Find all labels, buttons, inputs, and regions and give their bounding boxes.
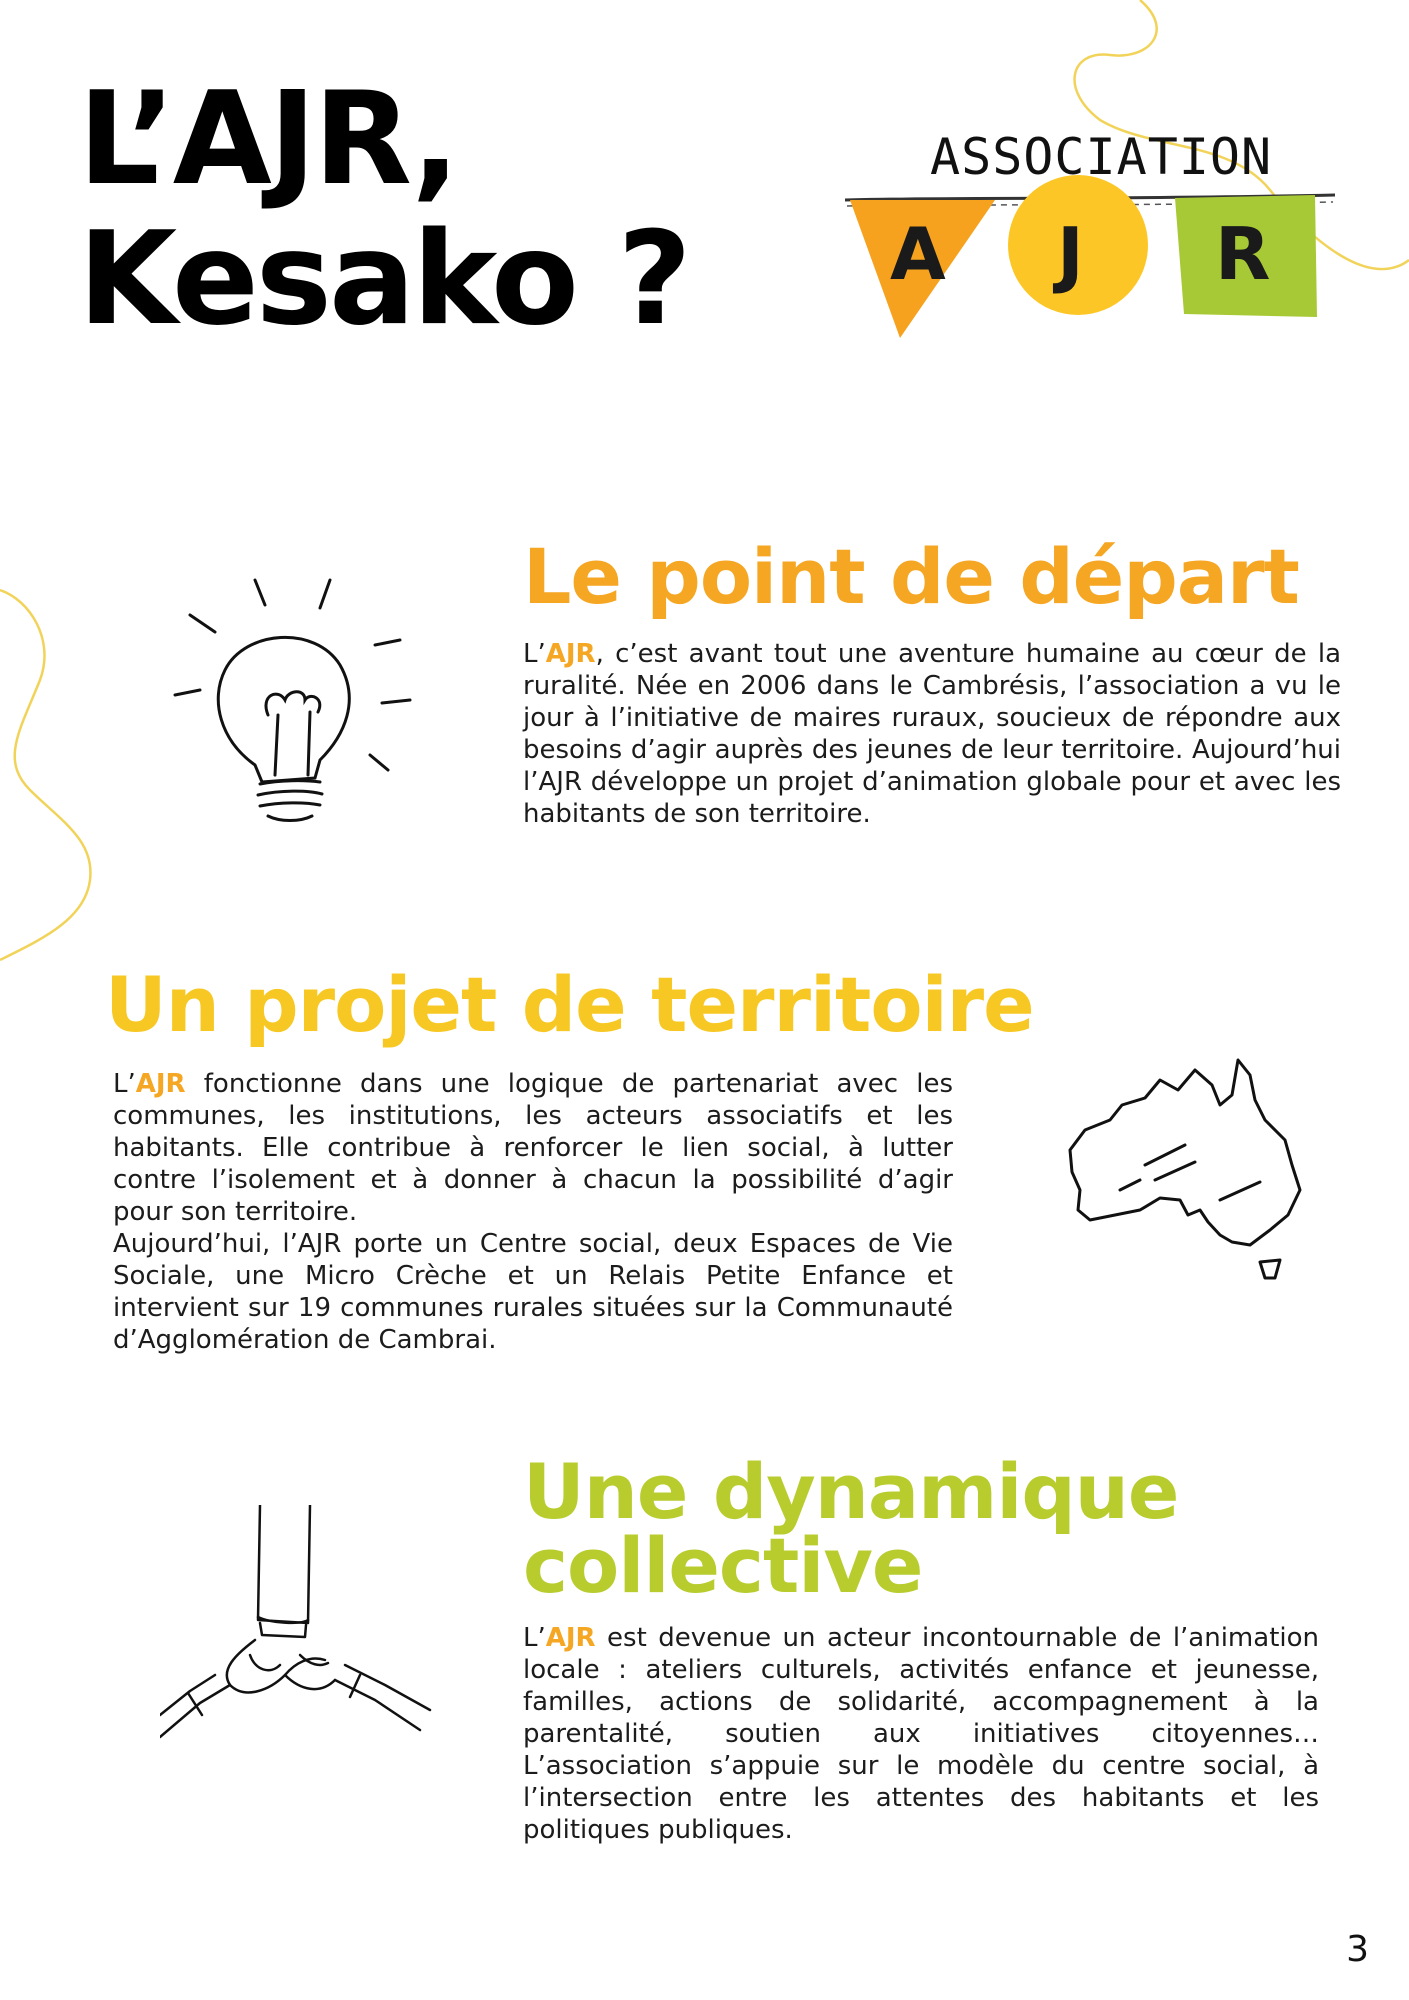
page-title	[78, 65, 689, 354]
logo-letter-a: A	[890, 212, 946, 296]
ajr-highlight: AJR	[545, 1623, 596, 1653]
section-title-dynamique-collective	[523, 1447, 1179, 1610]
logo-letter-j: J	[1057, 212, 1084, 296]
section-title-point-de-depart: Le point de départ	[523, 532, 1299, 621]
text-prefix: L’	[523, 1623, 546, 1653]
text-body: , c’est avant tout une aventure humaine au cœur de la ruralité. Née en 2006 dans le Cambrésis, l’association a vu le jour à l’initiative de maires ruraux, soucieux de répondre aux besoins d’agir auprès des jeunes de leur territoire. Aujourd’hui l’AJR développe un projet d’animation globale pour et avec les habitants de son territoire.	[523, 639, 1341, 829]
australia-map-icon	[1060, 1050, 1310, 1300]
text-body: est devenue un acteur incontournable de l’animation locale : ateliers culturels, activités enfance et jeunesse, familles, actions de solidarité, accompagnement à la parentalité, soutien aux initiatives citoyennes… L’association s’appuie sur le modèle du centre social, à l’intersection entre les attentes des habitants et les politiques publiques.	[523, 1623, 1319, 1845]
lightbulb-icon	[160, 570, 440, 840]
text-body: fonctionne dans une logique de partenariat avec les communes, les institutions, les acteurs associatifs et les habitants. Elle contribue à renforcer le lien social, à lutter contre l’isolement et à donner à chacun la possibilité d’agir pour son territoire.	[113, 1069, 953, 1227]
stacked-hands-icon	[160, 1505, 440, 1765]
page-title-line-2: Kesako ?	[78, 205, 689, 354]
paragraph	[113, 1068, 953, 1228]
section-title-line-2: collective	[523, 1521, 923, 1610]
logo-word: ASSOCIATION	[930, 128, 1273, 186]
logo-letter-r: R	[1215, 212, 1271, 296]
section-text-dynamique-collective	[523, 1622, 1319, 1846]
section-text-projet-de-territoire	[113, 1068, 953, 1356]
ajr-logo	[835, 120, 1345, 350]
text-prefix: L’	[523, 639, 546, 669]
section-title-line-1: Une dynamique	[523, 1447, 1179, 1536]
ajr-highlight: AJR	[545, 639, 596, 669]
text-prefix: L’	[113, 1069, 136, 1099]
ajr-highlight: AJR	[135, 1069, 186, 1099]
section-title-projet-de-territoire: Un projet de territoire	[105, 960, 1034, 1049]
page-title-line-1: L’AJR,	[78, 65, 457, 214]
paragraph: Aujourd’hui, l’AJR porte un Centre social, deux Espaces de Vie Sociale, une Micro Crèche et un Relais Petite Enfance et intervient sur 19 communes rurales situées sur la Communauté d’Agglomération de Cambrai.	[113, 1229, 953, 1355]
section-text-point-de-depart	[523, 638, 1341, 830]
page-number: 3	[1346, 1929, 1369, 1970]
